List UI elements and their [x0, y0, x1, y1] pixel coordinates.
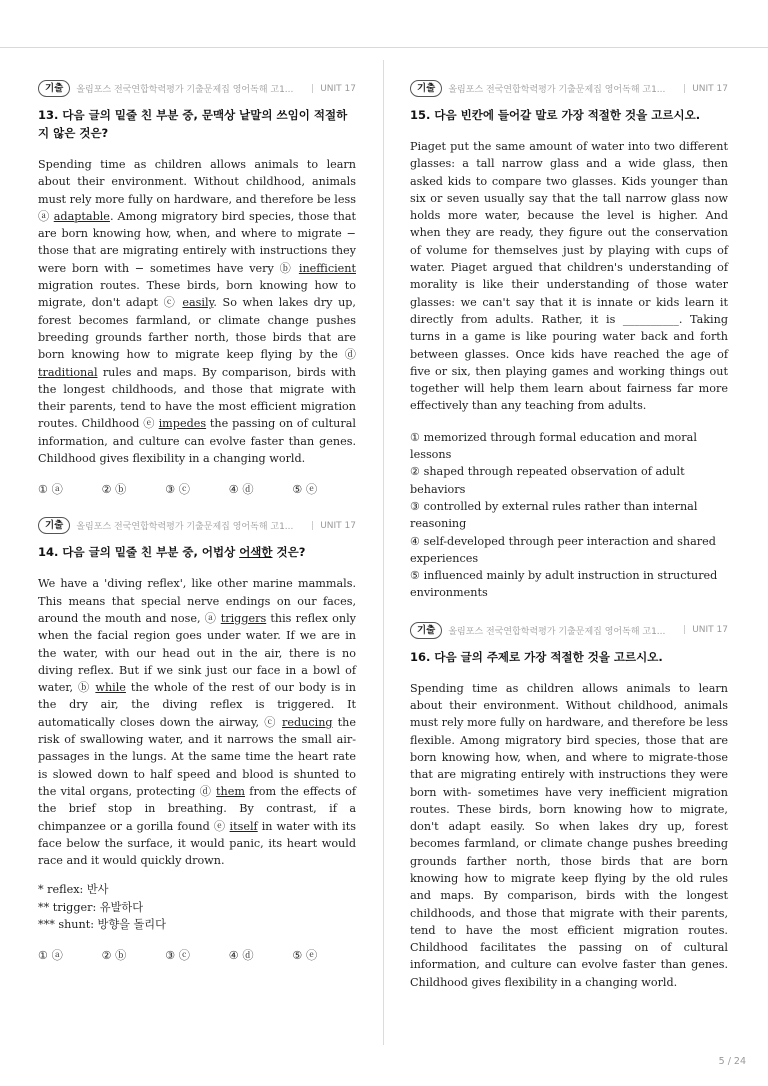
source-title: 올림포스 전국연합학력평가 기출문제집 영어독해 고1... [448, 626, 666, 637]
choice-2[interactable]: ② ⓑ [101, 483, 127, 497]
option-2[interactable]: ② shaped through repeated observation of adult behaviors [410, 465, 685, 496]
underlined-c: reducing [282, 715, 333, 729]
header-separator: | [311, 83, 315, 94]
page-number: 5 / 24 [718, 1056, 746, 1067]
unit-label: UNIT 17 [692, 83, 728, 94]
option-3[interactable]: ③ controlled by external rules rather than internal reasoning [410, 499, 698, 531]
question-title: 13. 다음 글의 밑줄 친 부분 중, 문맥상 낱말의 쓰임이 적절하지 않은 것은? [38, 108, 348, 140]
question-15 [410, 80, 728, 602]
question-title: 16. 다음 글의 주제로 가장 적절한 것을 고르시오. [410, 649, 663, 664]
top-rule [0, 47, 768, 48]
column-divider [383, 60, 384, 1045]
footnote: * reflex: 반사 [38, 883, 109, 897]
unit-label: UNIT 17 [320, 520, 356, 531]
underlined-e: impedes [158, 417, 207, 431]
answer-options [410, 429, 728, 602]
underlined-b: inefficient [298, 261, 356, 275]
question-13 [38, 80, 356, 497]
title-underlined: 어색한 [239, 545, 273, 560]
question-title: 15. 다음 빈칸에 들어갈 말로 가장 적절한 것을 고르시오. [410, 108, 701, 122]
choice-5[interactable]: ⑤ ⓔ [292, 483, 318, 497]
option-4[interactable]: ④ self-developed through peer interaction and shared experiences [410, 534, 716, 565]
question-14 [38, 517, 356, 963]
source-title: 올림포스 전국연합학력평가 기출문제집 영어독해 고1... [76, 522, 294, 533]
unit-label: UNIT 17 [320, 83, 356, 94]
source-badge: 기출 [38, 80, 70, 97]
choice-3[interactable]: ③ ⓒ [165, 483, 190, 497]
option-5[interactable]: ⑤ influenced mainly by adult instruction in structured environments [410, 569, 718, 600]
right-column [410, 80, 728, 1011]
underlined-c: easily [182, 296, 214, 310]
underlined-e: itself [229, 819, 258, 833]
footnote: *** shunt: 방향을 돌리다 [38, 917, 166, 931]
question-passage: Spending time as children allows animals to learn about their environment. Without childhood, animals must rely more fully on hardware, and therefore be less ⓐ adaptable. Among migratory bird species, those that are born knowing how, when, and where to migrate − those that are migrating entirely with instructions they were born with − sometimes have very ⓑ inefficient migration routes. These birds, born knowing how to migrate, don't adapt ⓒ easily. So when lakes dry up, forest becomes farmland, or climate change pushes breeding grounds farther north, those birds that are born knowing how to migrate keep flying by the ⓓ traditional rules and maps. By comparison, birds with the longest childhoods, and those that migrate with their parents, tend to have the most efficient migration routes. Childhood ⓔ impedes the passing on of cultural information, and culture can evolve faster than genes. Childhood gives flexibility in a changing world. [38, 158, 356, 466]
question-passage: Spending time as children allows animals to learn about their environment. Without childhood, animals must rely more fully on hardware, and therefore be less flexible. Among migratory bird species, those that are born knowing how, when, and where to migrate-those that are migrating entirely with instructions they were born with- sometimes have very inefficient migration routes. These birds, born knowing how to migrate, don't adapt easily. So when lakes dry up, forest becomes farmland, or climate change pushes breeding grounds farther north, those birds that are born knowing how to migrate keep flying by the old rules and maps. By comparison, birds with the longest childhoods, and those that migrate with their parents, tend to have the most efficient migration routes. Childhood facilitates the passing on of cultural information, and culture can evolve faster than genes. Childhood gives flexibility in a changing world. [410, 681, 728, 989]
option-1[interactable]: ① memorized through formal education and moral lessons [410, 430, 697, 462]
underlined-a: adaptable [53, 209, 110, 223]
header-separator: | [683, 83, 687, 94]
question-header [38, 517, 356, 534]
left-column [38, 80, 356, 983]
choice-5[interactable]: ⑤ ⓔ [292, 949, 318, 963]
footnotes [38, 881, 356, 933]
underlined-b: while [95, 681, 126, 695]
underlined-d: them [216, 784, 245, 798]
question-passage: Piaget put the same amount of water into two different glasses: a tall narrow glass and a wide glass, then asked kids to compare two glasses. Kids younger than six or seven usually say that the tall narrow glass now holds more water, because the level is higher. And when they are ready, they figure out the conservation of volume for themselves just by playing with cups of water. Piaget argued that children's understanding of morality is like their understanding of those water glasses: we can't say that it is innate or kids learn it directly from adults. Rather, it is __________. Taking turns in a game is like pouring water back and forth between glasses. Once kids have reached the age of five or six, then playing games and working things out together will help them learn about fairness far more effectively than any teaching from adults. [410, 140, 728, 413]
underlined-d: traditional [38, 365, 98, 379]
choice-1[interactable]: ① ⓐ [38, 483, 63, 497]
question-16 [410, 622, 728, 991]
question-header [38, 80, 356, 97]
unit-label: UNIT 17 [692, 625, 728, 636]
choice-4[interactable]: ④ ⓓ [228, 483, 254, 497]
choice-4[interactable]: ④ ⓓ [228, 949, 254, 963]
source-badge: 기출 [410, 622, 442, 639]
choice-1[interactable]: ① ⓐ [38, 949, 63, 963]
question-passage: We have a 'diving reflex', like other marine mammals. This means that special nerve endings on our faces, around the mouth and nose, ⓐ triggers this reflex only when the facial region goes under water. If we are in the water, with our head out in the air, there is no diving reflex. But if we sink just our face in a bowl of water, ⓑ while the whole of the rest of our body is in the dry air, the diving reflex is triggered. It automatically closes down the airway, ⓒ reducing the risk of swallowing water, and it narrows the small air-passages in the lungs. At the same time the heart rate is slowed down to half speed and blood is shunted to the vital organs, protecting ⓓ them from the effects of the brief stop in breathing. By contrast, if a chimpanzee or a gorilla found ⓔ itself in water with its face below the surface, it would panic, its heart would race and it would quickly drown. [38, 577, 356, 868]
answer-choices [38, 947, 356, 963]
source-badge: 기출 [38, 517, 70, 534]
choice-2[interactable]: ② ⓑ [101, 949, 127, 963]
source-title: 올림포스 전국연합학력평가 기출문제집 영어독해 고1... [76, 85, 294, 95]
source-title: 올림포스 전국연합학력평가 기출문제집 영어독해 고1... [448, 85, 666, 95]
header-separator: | [683, 625, 687, 636]
source-badge: 기출 [410, 80, 442, 97]
header-separator: | [311, 520, 315, 531]
footnote: ** trigger: 유발하다 [38, 900, 144, 914]
question-header [410, 622, 728, 639]
underlined-a: triggers [220, 611, 267, 625]
answer-choices [38, 481, 356, 497]
question-title: 14. 다음 글의 밑줄 친 부분 중, 어법상 어색한 것은? [38, 545, 306, 560]
choice-3[interactable]: ③ ⓒ [165, 949, 190, 963]
question-header [410, 80, 728, 97]
